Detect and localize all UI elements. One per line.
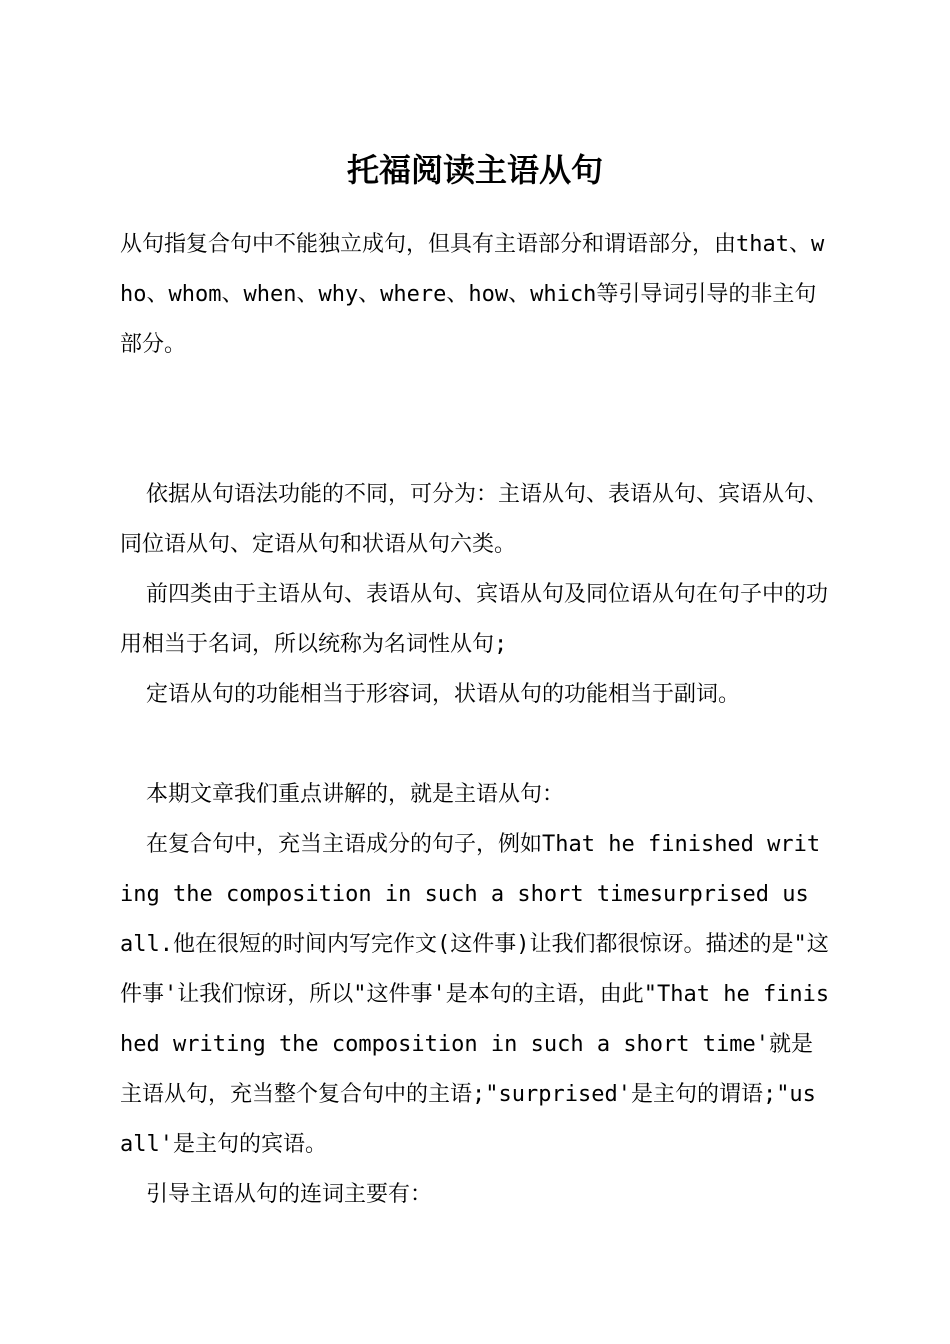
paragraph-noun-clauses: 前四类由于主语从句、表语从句、宾语从句及同位语从句在句子中的功用相当于名词，所以统称为名词性从句; <box>120 582 829 657</box>
paragraph-example: 在复合句中，充当主语成分的句子，例如That he finished writing the composition in such a short timesurprised us all.他在很短的时间内写完作文(这件事)让我们都很惊讶。描述的是"这件事'让我们惊讶，所以"这件事'是本句的主语，由此"That he finished writing the composition in such a short time'就是主语从句，充当整个复合句中的主语;"surprised'是主句的谓语;"us all'是主句的宾语。 <box>120 832 830 1157</box>
paragraph-focus: 本期文章我们重点讲解的，就是主语从句： <box>146 782 565 807</box>
paragraph-attributive-adverbial: 定语从句的功能相当于形容词，状语从句的功能相当于副词。 <box>146 682 741 707</box>
paragraph-classification: 依据从句语法功能的不同，可分为：主语从句、表语从句、宾语从句、同位语从句、定语从句和状语从句六类。 <box>120 482 829 557</box>
paragraph-definition: 从句指复合句中不能独立成句，但具有主语部分和谓语部分，由that、who、whom、when、why、where、how、which等引导词引导的非主句部分。 <box>120 232 825 357</box>
paragraph-conjunctions: 引导主语从句的连词主要有： <box>146 1182 433 1207</box>
paragraph-gap <box>120 370 832 470</box>
document-title: 托福阅读主语从句 <box>346 151 603 189</box>
document-body <box>120 220 832 1220</box>
paragraph-gap <box>120 720 832 770</box>
